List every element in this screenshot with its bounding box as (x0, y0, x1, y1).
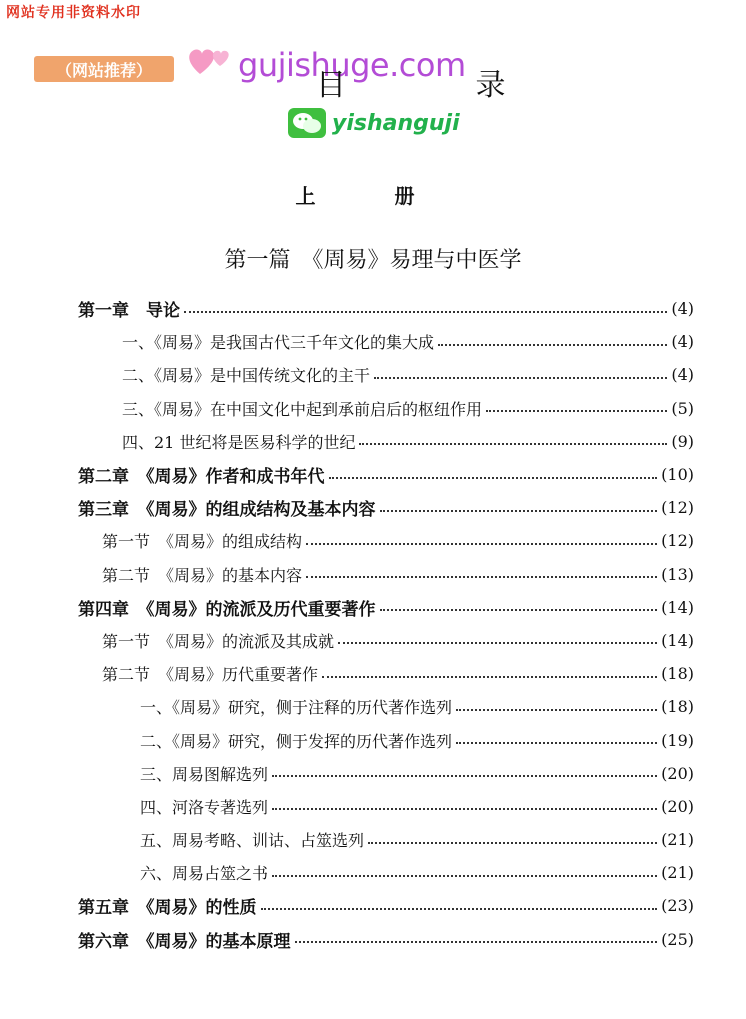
watermark-text: 网站专用非资料水印 (6, 5, 141, 21)
wechat-icon (288, 108, 326, 138)
toc-page-number: (21) (661, 830, 694, 850)
toc-page-number: (25) (661, 929, 694, 949)
toc-page-number: (4) (671, 299, 694, 319)
volume-heading: 上 册 (295, 184, 451, 208)
toc-page-number: (20) (661, 763, 694, 783)
toc-entry-text: 第三章 《周易》的组成结构及基本内容 (78, 500, 376, 521)
toc-entry (78, 624, 694, 657)
toc-entry-text: 四、21 世纪将是医易科学的世纪 (122, 432, 356, 452)
toc-page-number: (5) (671, 398, 694, 418)
toc-page-number: (14) (661, 630, 694, 650)
toc-entry (78, 591, 694, 624)
toc-page-number: (4) (671, 332, 694, 352)
toc-page-number: (12) (661, 498, 694, 518)
toc-entry (78, 856, 694, 889)
toc-entry (78, 657, 694, 690)
toc-page-number: (20) (661, 796, 694, 816)
wechat-watermark (288, 108, 460, 138)
toc-list (78, 292, 694, 956)
toc-entry-text: 三、《周易》在中国文化中起到承前启后的枢纽作用 (122, 399, 483, 419)
toc-entry (78, 690, 694, 723)
toc-entry-text: 二、《周易》研究，侧于发挥的历代著作选列 (140, 731, 453, 751)
toc-entry-text: 第一节 《周易》的流派及其成就 (102, 631, 335, 651)
toc-entry (78, 524, 694, 557)
toc-entry-text: 第五章 《周易》的性质 (78, 898, 257, 919)
page-title: 目 录 (316, 68, 566, 103)
toc-entry-text: 六、周易占筮之书 (140, 864, 269, 884)
toc-entry (78, 790, 694, 823)
recommend-badge: （网站推荐） (34, 56, 174, 82)
toc-entry-text: 第一章 导论 (78, 301, 180, 322)
wechat-name: yishanguji (332, 110, 460, 136)
toc-entry (78, 325, 694, 358)
toc-entry-text: 四、河洛专著选列 (140, 797, 269, 817)
toc-entry-text: 第二章 《周易》作者和成书年代 (78, 467, 325, 488)
toc-entry (78, 392, 694, 425)
toc-page-number: (12) (661, 531, 694, 551)
toc-entry-text: 第二节 《周易》历代重要著作 (102, 665, 319, 685)
toc-page-number: (18) (661, 664, 694, 684)
toc-page-number: (13) (661, 564, 694, 584)
toc-entry-text: 三、周易图解选列 (140, 764, 269, 784)
toc-entry (78, 425, 694, 458)
toc-entry (78, 757, 694, 790)
toc-entry (78, 458, 694, 491)
toc-entry (78, 292, 694, 325)
toc-entry-text: 五、周易考略、训诂、占筮选列 (140, 831, 365, 851)
toc-page-number: (10) (661, 465, 694, 485)
toc-entry (78, 723, 694, 756)
toc-entry (78, 358, 694, 391)
toc-page-number: (9) (671, 431, 694, 451)
toc-entry (78, 558, 694, 591)
toc-entry-text: 第四章 《周易》的流派及历代重要著作 (78, 599, 376, 620)
site-watermark: gujishuge.com (238, 46, 466, 84)
hearts-icon (186, 40, 236, 80)
toc-entry (78, 889, 694, 922)
toc-entry-text: 二、《周易》是中国传统文化的主干 (122, 366, 371, 386)
part-heading: 第一篇 《周易》易理与中医学 (224, 248, 522, 273)
toc-entry-text: 第六章 《周易》的基本原理 (78, 931, 291, 952)
toc-entry-text: 第一节 《周易》的组成结构 (102, 532, 303, 552)
toc-entry (78, 923, 694, 956)
toc-entry-text: 一、《周易》是我国古代三千年文化的集大成 (122, 333, 435, 353)
toc-page-number: (21) (661, 863, 694, 883)
toc-page-number: (19) (661, 730, 694, 750)
toc-page-number: (23) (661, 896, 694, 916)
toc-entry-text: 第二节 《周易》的基本内容 (102, 565, 303, 585)
toc-entry-text: 一、《周易》研究，侧于注释的历代著作选列 (140, 698, 453, 718)
toc-page-number: (14) (661, 597, 694, 617)
toc-entry (78, 491, 694, 524)
toc-page-number: (18) (661, 697, 694, 717)
toc-page-number: (4) (671, 365, 694, 385)
toc-entry (78, 823, 694, 856)
